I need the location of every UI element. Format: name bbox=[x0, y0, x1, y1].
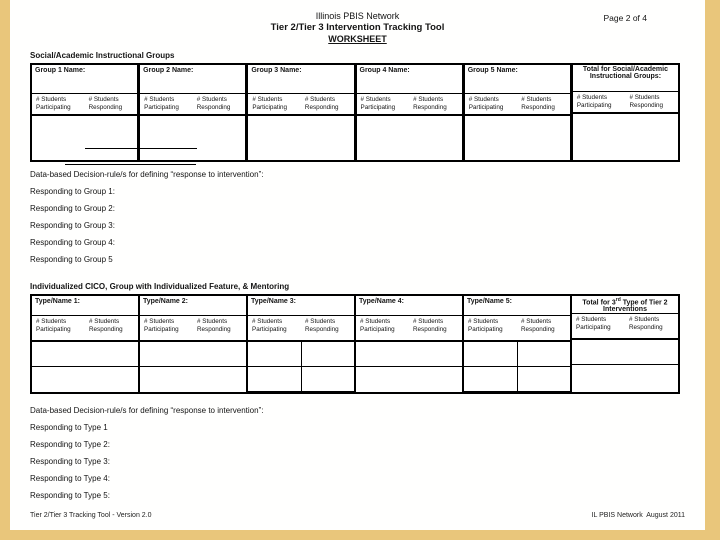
group-subheader-row bbox=[357, 94, 462, 116]
group-subheader-row bbox=[465, 94, 570, 116]
group-column-header: Total for Social/Academic Instructional Groups: bbox=[573, 65, 678, 92]
type-column-6 bbox=[570, 296, 678, 392]
page-number: Page 2 of 4 bbox=[603, 13, 647, 23]
type-body bbox=[464, 342, 570, 392]
type-subheader-row bbox=[464, 316, 570, 342]
document-footer bbox=[30, 512, 685, 519]
group-column-1 bbox=[32, 65, 137, 160]
doc-title: Tier 2/Tier 3 Intervention Tracking Tool bbox=[270, 22, 445, 33]
decision-rules-types bbox=[30, 402, 680, 504]
cell-divider bbox=[517, 342, 518, 392]
type-subheader-row bbox=[572, 314, 678, 340]
group-subheader-row bbox=[140, 94, 245, 116]
type-rules-list bbox=[30, 419, 680, 504]
type-column-4 bbox=[354, 296, 462, 392]
students-participating-label: # Students Participating bbox=[252, 318, 287, 333]
students-participating-label: # Students Participating bbox=[360, 96, 396, 111]
students-responding-label: # Students Responding bbox=[89, 318, 123, 333]
group-body bbox=[140, 116, 245, 160]
empty-entry-cell bbox=[573, 114, 678, 158]
group-body bbox=[32, 116, 137, 160]
students-participating-label: # Students Participating bbox=[576, 316, 611, 331]
empty-entry-cell bbox=[248, 116, 353, 160]
empty-entry-cell bbox=[32, 116, 137, 160]
type-body bbox=[356, 342, 462, 391]
students-responding-label: # Students Responding bbox=[304, 96, 339, 111]
type-column-1 bbox=[32, 296, 138, 392]
individualized-interventions-table bbox=[30, 294, 680, 394]
type-body bbox=[248, 342, 354, 392]
empty-entry-cell bbox=[140, 367, 246, 391]
type-column-header: Total for 3rd Type of Tier 2 Interventions bbox=[572, 296, 678, 314]
decision-label-groups: Data-based Decision-rule/s for defining “response to intervention”: bbox=[30, 170, 264, 179]
students-responding-label: # Students Responding bbox=[305, 318, 339, 333]
group-subheader-row bbox=[32, 94, 137, 116]
empty-entry-cell bbox=[572, 365, 678, 389]
type-body bbox=[140, 342, 246, 391]
type-rule-2: Responding to Type 2: bbox=[30, 440, 110, 449]
empty-entry-cell bbox=[140, 116, 245, 160]
students-participating-label: # Students Participating bbox=[36, 96, 71, 111]
group-rule-5: Responding to Group 5 bbox=[30, 255, 113, 264]
type-rule-1: Responding to Type 1 bbox=[30, 423, 108, 432]
cell-divider bbox=[301, 342, 302, 392]
document-page bbox=[10, 0, 705, 530]
empty-entry-cell bbox=[32, 342, 138, 367]
students-responding-label: # Students Responding bbox=[413, 96, 447, 111]
students-responding-label: # Students Responding bbox=[88, 96, 123, 111]
group-rules-list bbox=[30, 183, 680, 268]
empty-entry-cell bbox=[465, 116, 570, 160]
group-body bbox=[248, 116, 353, 160]
group-rule-1: Responding to Group 1: bbox=[30, 187, 115, 196]
stray-scan-line bbox=[85, 148, 197, 149]
stray-scan-line bbox=[65, 164, 196, 165]
group-column-header: Group 1 Name: bbox=[32, 65, 137, 94]
type-subheader-row bbox=[140, 316, 246, 342]
type-subheader-row bbox=[356, 316, 462, 342]
type-column-header: Type/Name 1: bbox=[32, 296, 138, 316]
type-rule-4: Responding to Type 4: bbox=[30, 474, 110, 483]
type-column-2 bbox=[138, 296, 246, 392]
students-responding-label: # Students Responding bbox=[629, 316, 663, 331]
students-participating-label: # Students Participating bbox=[144, 318, 179, 333]
type-rule-5: Responding to Type 5: bbox=[30, 491, 110, 500]
empty-entry-cell bbox=[32, 367, 138, 391]
type-column-5 bbox=[462, 296, 570, 392]
decision-label-types: Data-based Decision-rule/s for defining “response to intervention”: bbox=[30, 406, 264, 415]
type-column-header: Type/Name 5: bbox=[464, 296, 570, 316]
footer-right: IL PBIS Network August 2011 bbox=[591, 512, 685, 519]
type-column-header: Type/Name 4: bbox=[356, 296, 462, 316]
group-column-header: Group 2 Name: bbox=[140, 65, 245, 94]
type-rule-3: Responding to Type 3: bbox=[30, 457, 110, 466]
decision-rules-groups bbox=[30, 166, 680, 268]
group-rule-2: Responding to Group 2: bbox=[30, 204, 115, 213]
group-column-3 bbox=[245, 65, 353, 160]
students-participating-label: # Students Participating bbox=[468, 96, 504, 111]
empty-entry-cell bbox=[356, 342, 462, 367]
type-column-3 bbox=[246, 296, 354, 392]
doc-subtitle: WORKSHEET bbox=[328, 34, 387, 44]
document-header bbox=[10, 0, 705, 44]
students-participating-label: # Students Participating bbox=[252, 96, 287, 111]
students-participating-label: # Students Participating bbox=[144, 96, 179, 111]
group-body bbox=[465, 116, 570, 160]
section-individualized-interventions bbox=[30, 282, 680, 394]
section1-heading: Social/Academic Instructional Groups bbox=[30, 51, 175, 60]
type-column-header: Type/Name 3: bbox=[248, 296, 354, 316]
students-responding-label: # Students Responding bbox=[196, 96, 231, 111]
group-column-header: Group 5 Name: bbox=[465, 65, 570, 94]
students-responding-label: # Students Responding bbox=[413, 318, 447, 333]
section-social-academic-groups bbox=[30, 51, 680, 162]
empty-entry-cell bbox=[140, 342, 246, 367]
group-body bbox=[357, 116, 462, 160]
group-rule-3: Responding to Group 3: bbox=[30, 221, 115, 230]
group-subheader-row bbox=[248, 94, 353, 116]
type-body bbox=[572, 340, 678, 389]
students-responding-label: # Students Responding bbox=[521, 96, 555, 111]
empty-entry-cell bbox=[357, 116, 462, 160]
empty-entry-cell bbox=[356, 367, 462, 391]
group-body bbox=[573, 114, 678, 158]
group-rule-4: Responding to Group 4: bbox=[30, 238, 115, 247]
students-responding-label: # Students Responding bbox=[197, 318, 231, 333]
group-column-6 bbox=[570, 65, 678, 160]
students-participating-label: # Students Participating bbox=[360, 318, 395, 333]
group-column-4 bbox=[354, 65, 462, 160]
footer-left: Tier 2/Tier 3 Tracking Tool - Version 2.0 bbox=[30, 512, 152, 519]
empty-entry-cell bbox=[572, 340, 678, 365]
section2-heading: Individualized CICO, Group with Individualized Feature, & Mentoring bbox=[30, 282, 290, 291]
students-participating-label: # Students Participating bbox=[576, 94, 612, 109]
group-subheader-row bbox=[573, 92, 678, 114]
group-column-5 bbox=[462, 65, 570, 160]
students-participating-label: # Students Participating bbox=[36, 318, 71, 333]
students-responding-label: # Students Responding bbox=[521, 318, 555, 333]
group-column-header: Group 3 Name: bbox=[248, 65, 353, 94]
org-name: Illinois PBIS Network bbox=[315, 11, 400, 21]
type-body bbox=[32, 342, 138, 391]
group-column-2 bbox=[137, 65, 245, 160]
type-subheader-row bbox=[248, 316, 354, 342]
students-responding-label: # Students Responding bbox=[629, 94, 664, 109]
type-column-header: Type/Name 2: bbox=[140, 296, 246, 316]
students-participating-label: # Students Participating bbox=[468, 318, 503, 333]
group-column-header: Group 4 Name: bbox=[357, 65, 462, 94]
type-subheader-row bbox=[32, 316, 138, 342]
